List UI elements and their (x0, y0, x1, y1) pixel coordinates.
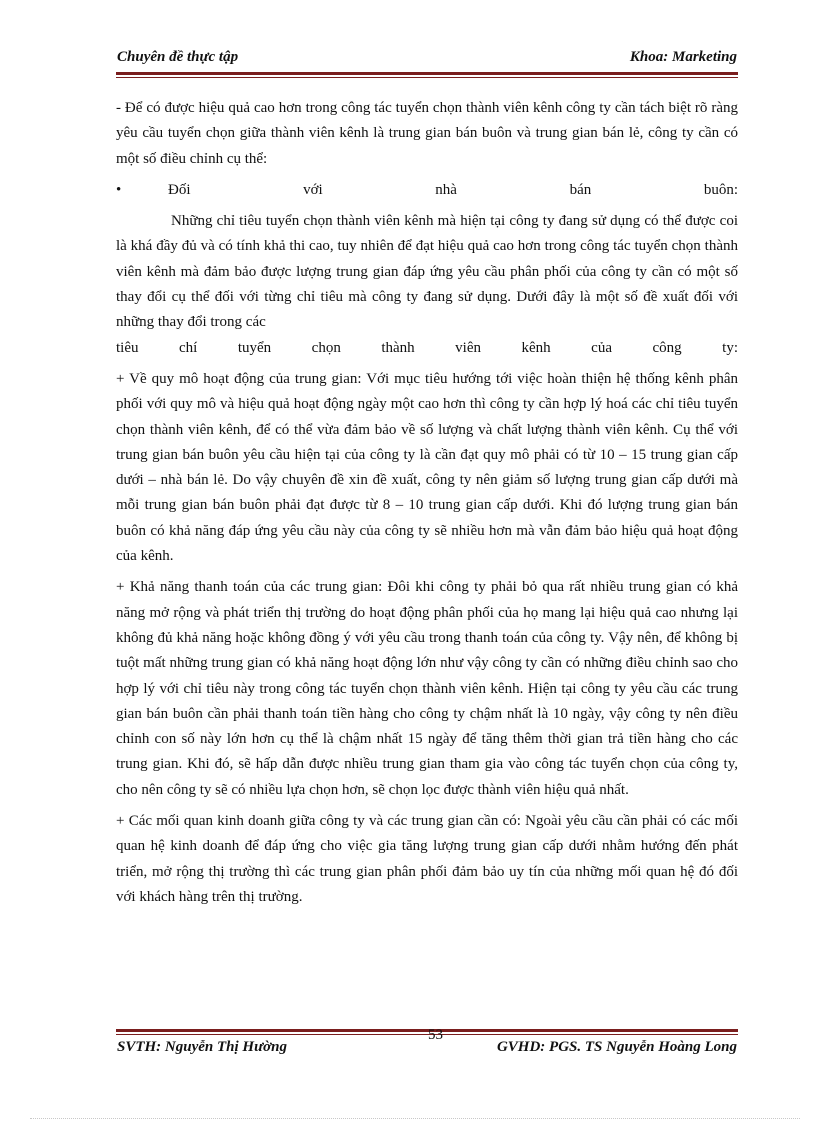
bullet-word: với (303, 181, 323, 198)
page-bottom-divider (30, 1118, 800, 1119)
paragraph-payment: + Khả năng thanh toán của các trung gian: Đôi khi công ty phải bỏ qua rất nhiều trung gian có khả năng mở rộng và phát triển thị trường do hoạt động phân phối của họ mang lại hiệu quả cao nhưng lại không đủ khả năng hoặc không đồng ý với yêu cầu trong thanh toán của công ty. Vậy nên, để không bị tuột mất những trung gian có khả năng hoạt động lớn như vậy công ty cần có những điều chỉnh sao cho hợp lý với chỉ tiêu này trong công tác tuyển chọn thành viên kênh. Hiện tại công ty yêu cầu các trung gian bán buôn cần phải thanh toán tiền hàng cho công ty chậm nhất là 10 ngày, vậy công ty nên điều chỉnh con số này lớn hơn cụ thể là chậm nhất 15 ngày để tăng thêm thời gian trả tiền hàng cho các trung gian. Khi đó, sẽ hấp dẫn được nhiều trung gian tham gia vào công tác tuyển chọn của công ty, cho nên công ty sẽ có nhiều lựa chọn hơn, sẽ chọn lọc được thành viên hiệu quả nhất. (116, 579, 738, 798)
bullet-word: nhà (435, 181, 457, 198)
document-body (116, 96, 738, 916)
paragraph-criteria-last-line: tiêu chí tuyển chọn thành viên kênh của công ty: (116, 339, 738, 356)
header-rule-thin (116, 77, 738, 78)
bullet-word: Đối (168, 181, 191, 198)
bullet-word: bán (569, 181, 592, 198)
paragraph-relationships: + Các mối quan kinh doanh giữa công ty và các trung gian cần có: Ngoài yêu cầu cần phải có các mối quan hệ kinh doanh để đáp ứng cho việc gia tăng lượng trung gian cấp dưới nhằm hướng đến phát triển, mở rộng thị trường thì các trung gian phân phối đảm bảo uy tín của những mối quan hệ đó đối với khách hàng trên thị trường. (116, 813, 738, 905)
page-number: 53 (428, 1027, 443, 1043)
bullet-heading-text (116, 178, 738, 203)
page-footer (117, 1037, 737, 1059)
paragraph-scale: + Về quy mô hoạt động của trung gian: Với mục tiêu hướng tới việc hoàn thiện hệ thống kênh phân phối với quy mô và hiệu quả hoạt động ngày một cao hơn thì công ty cần hợp lý hoá các chỉ tiêu tuyển chọn thành viên kênh, để có thể vừa đảm bảo về số lượng và chất lượng thành viên kênh. Cụ thể với trung gian bán buôn yêu cầu hiện tại của công ty là cần đạt quy mô phải có từ 10 – 15 trung gian cấp dưới – nhà bán lẻ. Do vậy chuyên đề xin đề xuất, công ty nên giảm số lượng trung gian cấp dưới mà mỗi trung gian bán buôn phải đạt được từ 8 – 10 trung gian cấp dưới. Khi đó lượng trung gian bán buôn có khả năng đáp ứng yêu cầu này của công ty sẽ nhiều hơn mà vẫn đảm bảo hiệu quả hoạt động của kênh. (116, 370, 738, 565)
header-rule-thick (116, 72, 738, 75)
paragraph-intro: - Để có được hiệu quả cao hơn trong công tác tuyển chọn thành viên kênh công ty cần tách biệt rõ ràng yêu cầu tuyển chọn giữa thành viên kênh là trung gian bán buôn và trung gian bán lẻ, công ty cần có một số điều chỉnh cụ thể: (116, 100, 738, 167)
footer-student: SVTH: Nguyễn Thị Hường (117, 1039, 287, 1055)
footer-rule-thin (116, 1034, 738, 1035)
header-document-type: Chuyên đề thực tập (117, 49, 239, 65)
footer-supervisor: GVHD: PGS. TS Nguyễn Hoàng Long (496, 1039, 737, 1055)
bullet-wholesaler-heading: • Đối với nhà bán buôn: (116, 178, 738, 203)
bullet-word: buôn: (703, 181, 738, 198)
footer-rule-thick (116, 1029, 738, 1032)
page-header (117, 49, 737, 71)
paragraph-criteria: Những chỉ tiêu tuyển chọn thành viên kênh mà hiện tại công ty đang sử dụng có thể được coi là khá đầy đủ và có tính khả thi cao, tuy nhiên để đạt hiệu quả cao hơn trong công tác tuyển chọn thành viên kênh mà đảm bảo được lượng trung gian đáp ứng yêu cầu phân phối của công ty cần có một số thay đổi cụ thể đối với từng chỉ tiêu mà công ty đang sử dụng. Dưới đây là một số đề xuất đối với những thay đổi trong các (116, 213, 738, 331)
header-faculty: Khoa: Marketing (629, 49, 737, 65)
